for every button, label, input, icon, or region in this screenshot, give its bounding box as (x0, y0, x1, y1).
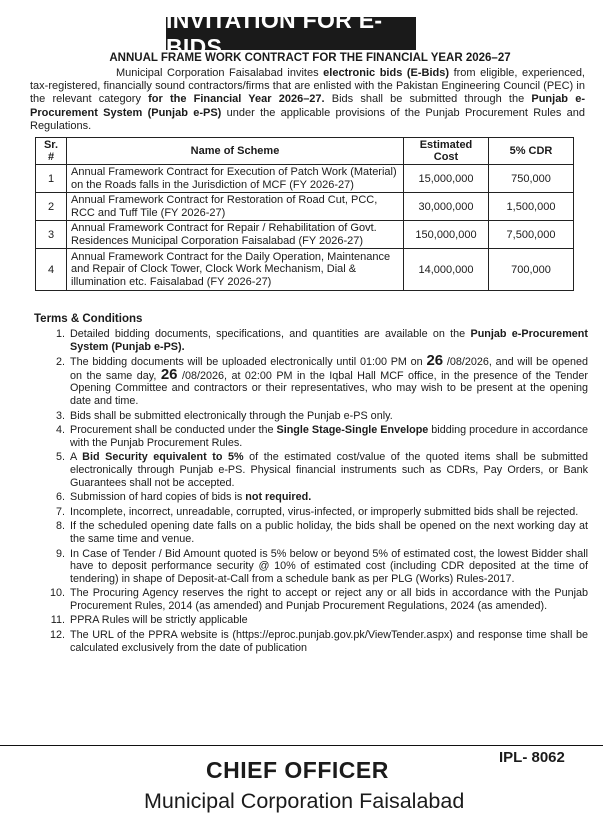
contract-subtitle: ANNUAL FRAME WORK CONTRACT FOR THE FINANCIAL YEAR 2026–27 (109, 52, 511, 64)
header-sr: Sr. # (36, 138, 67, 165)
term-1-text: Detailed bidding documents, specifications, and quantities are available on the (70, 328, 471, 340)
table-row (36, 193, 574, 221)
list-item (68, 352, 589, 407)
table-row (36, 249, 574, 291)
intro-bold-3: Punjab e-Procurement System (Punjab e-PS) (30, 93, 585, 119)
row-estimated-cost: 14,000,000 (404, 249, 489, 291)
schemes-table (35, 137, 574, 291)
term-12-text: The URL of the PPRA website is (https://eproc.punjab.gov.pk/ViewTender.aspx) and response time shall be calculated exclusively from the date of publication (70, 629, 588, 654)
row-estimated-cost: 15,000,000 (404, 165, 489, 193)
page-title: INVITATION FOR E-BIDS (166, 17, 416, 50)
row-cdr: 1,500,000 (489, 193, 574, 221)
row-estimated-cost: 150,000,000 (404, 221, 489, 249)
list-item (68, 451, 588, 489)
row-estimated-cost: 30,000,000 (404, 193, 489, 221)
term-5-bold: Bid Security equivalent to 5% (82, 451, 244, 464)
row-scheme-name: Annual Framework Contract for Restoration of Road Cut, PCC, RCC and Tuff Tile (FY 2026-27) (67, 193, 404, 221)
row-scheme-name: Annual Framework Contract for Repair / Rehabilitation of Govt. Residences Municipal Corporation Faisalabad (FY 2026-27) (67, 221, 404, 249)
row-cdr: 750,000 (489, 165, 574, 193)
term-5-text-c: of the estimated cost/value of the quoted items shall be submitted electronically through Punjab e-PS. Physical financial instruments such as CDRs, Pay Orders, or Bank Guarantees shall not be accepted. (70, 451, 588, 489)
intro-bold-2: for the Financial Year 2026–27. (148, 93, 325, 106)
term-2-text-b: /08/2026, and will be opened on the same day, (70, 356, 588, 382)
advert-reference: IPL- 8062 (499, 749, 565, 766)
term-4-bold: Single Stage-Single Envelope (276, 424, 429, 437)
term-11-text: PPRA Rules will be strictly applicable (70, 614, 248, 627)
table-row (36, 221, 574, 249)
term-1-bold: Punjab e-Procurement System (Punjab e-PS). (70, 328, 588, 353)
list-item (68, 424, 588, 449)
officer-title: CHIEF OFFICER (206, 757, 389, 783)
term-6-text: Submission of hard copies of bids is (70, 491, 246, 504)
intro-bold-1: electronic bids (E-Bids) (323, 67, 450, 79)
intro-text-3: Bids shall be submitted through the (324, 93, 532, 106)
list-item (68, 587, 588, 612)
term-7-text: Incomplete, incorrect, unreadable, corrupted, virus-infected, or improperly submitted bids shall be rejected. (70, 505, 579, 518)
term-10-text: The Procuring Agency reserves the right to accept or reject any or all bids in accordance with the Punjab Procurement Rules, 2014 (as amended) and Punjab Procurement Regulations, 2024 (as amended). (70, 587, 588, 612)
row-scheme-name: Annual Framework Contract for Execution of Patch Work (Material) on the Roads falls in the Jurisdiction of MCF (FY 2026-27) (67, 165, 404, 193)
row-sr: 1 (36, 165, 67, 193)
term-4-text-c: bidding procedure in accordance with the Punjab Procurement Rules. (70, 424, 588, 449)
row-cdr: 700,000 (489, 249, 574, 291)
term-2-text-c: /08/2026, at 02:00 PM in the Iqbal Hall MCF office, in the presence of the Tender Opening Committee and contractors or their representatives, who may wish to be present at the opening date and time. (70, 369, 589, 407)
opening-day-2: 26 (160, 365, 178, 383)
opening-day-1: 26 (426, 352, 444, 370)
row-sr: 2 (36, 193, 67, 221)
row-cdr: 7,500,000 (489, 221, 574, 249)
intro-paragraph (30, 67, 585, 133)
term-9-text: In Case of Tender / Bid Amount quoted is 5% below or beyond 5% of estimated cost, the lowest Bidder shall have to deposit performance security @ 10% of estimated cost (including CDR deposited at the time of tendering) in shape of Deposit-at-Call from a schedule bank as per PLG (Works) Rules-2017. (70, 547, 588, 585)
list-item (68, 506, 588, 519)
term-3-text: Bids shall be submitted electronically through the Punjab e-PS only. (70, 409, 393, 422)
header-cdr: 5% CDR (489, 138, 574, 165)
term-8-text: If the scheduled opening date falls on a public holiday, the bids shall be opened on the next working day at the same time and venue. (70, 520, 588, 545)
list-item (68, 520, 588, 545)
list-item (68, 491, 588, 504)
intro-text-4: under the applicable provisions of the Punjab Procurement Rules and Regulations. (30, 106, 585, 132)
terms-list (38, 328, 588, 656)
organization-name: Municipal Corporation Faisalabad (144, 789, 465, 813)
row-sr: 4 (36, 249, 67, 291)
table-header-row (36, 138, 574, 165)
header-estimated-cost: Estimated Cost (404, 138, 489, 165)
row-sr: 3 (36, 221, 67, 249)
row-scheme-name: Annual Framework Contract for the Daily Operation, Maintenance and Repair of Clock Tower, Clock Work Mechanism, Dial & illumination etc. Faisalabad (FY 2026-27) (67, 249, 404, 291)
terms-heading: Terms & Conditions (34, 313, 143, 325)
intro-text-2: from eligible, experienced, tax-registered, financially sound contractors/firms that are enlisted with the Pakistan Engineering Council (PEC) in the relevant category (30, 67, 585, 106)
list-item (68, 629, 588, 654)
term-5-text-a: A (70, 451, 83, 464)
header-scheme-name: Name of Scheme (67, 138, 404, 165)
list-item (68, 614, 588, 627)
list-item (68, 328, 588, 353)
term-6-bold: not required. (245, 491, 312, 504)
table-row (36, 165, 574, 193)
intro-text-1: Municipal Corporation Faisalabad invites (116, 67, 324, 79)
term-2-text-a: The bidding documents will be uploaded electronically until 01:00 PM on (70, 356, 427, 369)
term-4-text-a: Procurement shall be conducted under the (70, 424, 277, 437)
list-item (68, 410, 588, 423)
list-item (68, 548, 588, 586)
